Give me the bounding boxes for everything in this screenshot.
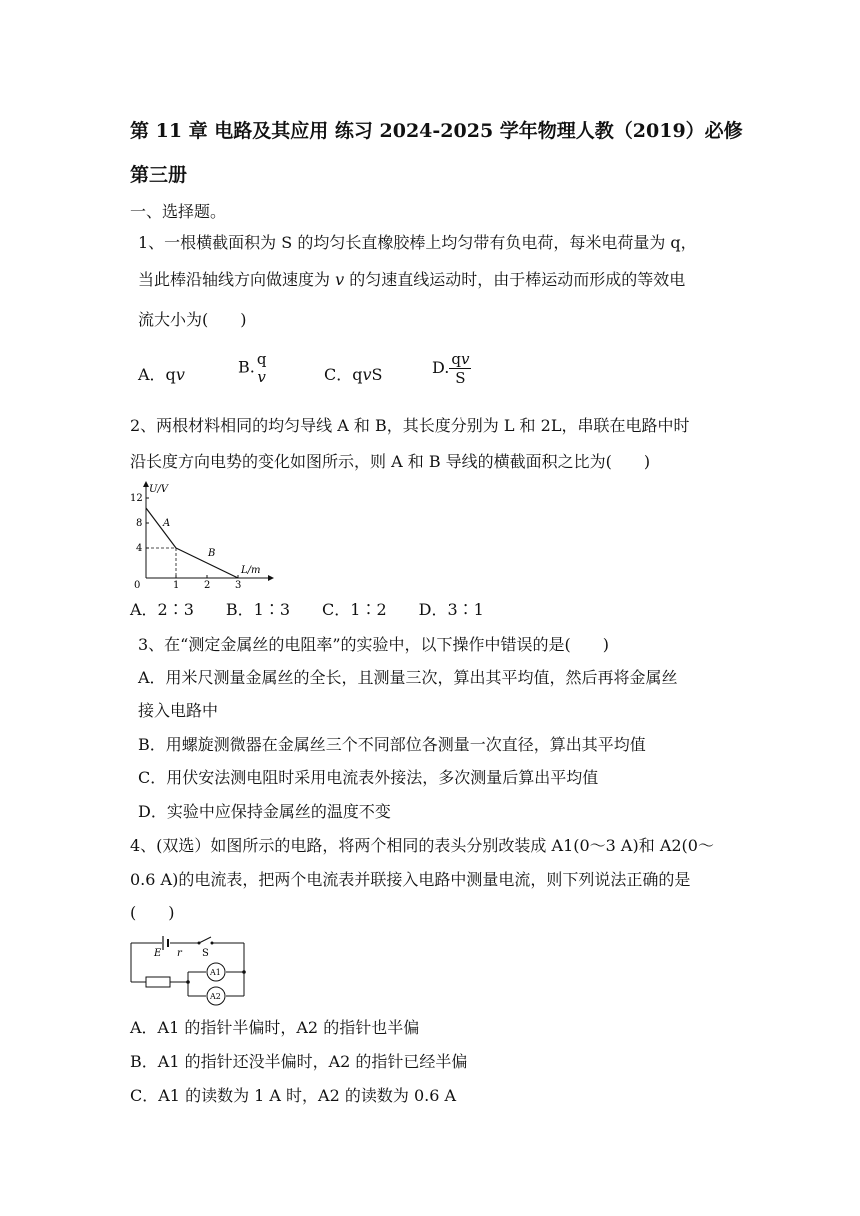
q3-option-b: B．用螺旋测微器在金属丝三个不同部位各测量一次直径，算出其平均值 [138,735,646,754]
circuit-meter-a2-label: A2 [210,992,221,1001]
graph-label-b: B [208,548,216,559]
graph-y-axis-label: U/V [149,484,169,495]
q4-circuit-diagram [128,930,250,1010]
graph-y-tick-4: 4 [136,543,143,554]
graph-y-tick-12: 12 [130,493,143,504]
q2-options: A．2∶3 B．1∶3 C．1∶2 D．3∶1 [130,600,484,619]
q1-text-line2: 当此棒沿轴线方向做速度为 v 的匀速直线运动时，由于棒运动而形成的等效电 [138,270,686,289]
circuit-meter-a1-label: A1 [210,968,221,977]
q4-text-line2: 0.6 A)的电流表，把两个电流表并联接入电路中测量电流，则下列说法正确的是 [130,870,691,889]
circuit-label-r: r [177,948,182,959]
graph-x-axis-label: L/m [241,565,261,576]
q3-option-a-line1: A．用米尺测量金属丝的全长，且测量三次，算出其平均值，然后再将金属丝 [138,668,678,687]
document-title-line2: 第三册 [130,164,188,186]
q1-option-c: C．qvS [324,365,383,384]
q4-option-b: B．A1 的指针还没半偏时，A2 的指针已经半偏 [130,1052,468,1071]
q1-text-line3: 流大小为( ) [138,310,247,329]
circuit-label-e: E [154,948,162,959]
q3-text-line1: 3、在“测定金属丝的电阻率”的实验中，以下操作中错误的是( ) [138,635,610,654]
q2-voltage-graph [128,478,278,590]
q2-text-line1: 2、两根材料相同的均匀导线 A 和 B，其长度分别为 L 和 2L，串联在电路中时 [130,416,690,435]
graph-origin-label: 0 [134,580,141,590]
q1-text-line1: 1、一根横截面积为 S 的均匀长直橡胶棒上均匀带有负电荷，每米电荷量为 q， [138,233,697,252]
q4-text-line3: ( ) [130,903,175,922]
q1-option-d: D. $\frac{qv}{S}$ [432,350,470,387]
q3-option-c: C．用伏安法测电阻时采用电流表外接法，多次测量后算出平均值 [138,768,599,787]
q3-option-d: D．实验中应保持金属丝的温度不变 [138,802,391,821]
document-title-line1: 第 11 章 电路及其应用 练习 2024-2025 学年物理人教（2019）必修 [130,120,743,142]
q2-text-line2: 沿长度方向电势的变化如图所示，则 A 和 B 导线的横截面积之比为( ) [130,452,651,471]
circuit-label-s: S [202,948,209,959]
q1-option-b: B. q v [238,350,267,386]
q4-text-line1: 4、(双选）如图所示的电路，将两个相同的表头分别改装成 A1(0～3 A)和 A2(0～ [130,836,714,855]
q1-option-a: A．qv [138,365,185,384]
graph-x-tick-2: 2 [204,580,211,590]
graph-x-tick-1: 1 [173,580,180,590]
q4-option-c: C．A1 的读数为 1 A 时，A2 的读数为 0.6 A [130,1086,457,1105]
q3-option-a-line2: 接入电路中 [138,701,219,720]
graph-x-tick-3: 3 [235,580,242,590]
section-heading: 一、选择题。 [130,202,227,221]
graph-label-a: A [163,518,171,529]
graph-y-tick-8: 8 [136,518,143,529]
q4-option-a: A．A1 的指针半偏时，A2 的指针也半偏 [130,1018,420,1037]
